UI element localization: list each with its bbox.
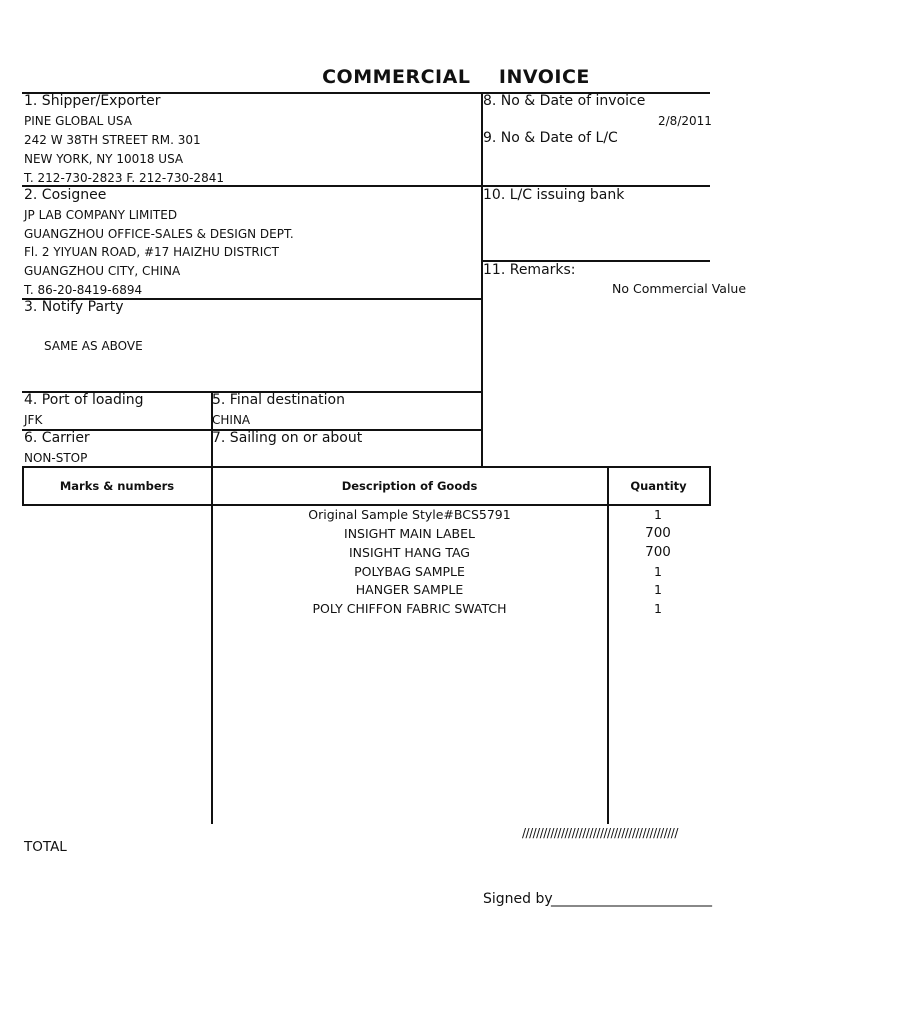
goods-quantity: 1 xyxy=(654,601,662,616)
consignee-line: GUANGZHOU OFFICE-SALES & DESIGN DEPT. xyxy=(24,227,294,241)
final-destination-value: CHINA xyxy=(212,413,251,427)
shipper-line: 242 W 38TH STREET RM. 301 xyxy=(24,133,201,147)
shipper-line: PINE GLOBAL USA xyxy=(24,114,132,128)
port-of-loading-value: JFK xyxy=(24,413,43,427)
lc-bank-label: 10. L/C issuing bank xyxy=(483,187,625,203)
goods-description: POLY CHIFFON FABRIC SWATCH xyxy=(312,601,507,616)
goods-quantity: 1 xyxy=(654,507,662,522)
notify-party-value: SAME AS ABOVE xyxy=(44,339,143,353)
goods-description: POLYBAG SAMPLE xyxy=(354,564,465,579)
marks-header: Marks & numbers xyxy=(59,479,175,493)
signature-line-clip xyxy=(551,891,710,911)
shipper-line: NEW YORK, NY 10018 USA xyxy=(24,152,184,166)
port-of-loading-label: 4. Port of loading xyxy=(24,392,144,408)
total-slashes-clip xyxy=(520,826,710,844)
invoice-date-value: 2/8/2011 xyxy=(658,114,712,128)
shipper-line: T. 212-730-2823 F. 212-730-2841 xyxy=(24,171,224,185)
final-destination-label: 5. Final destination xyxy=(212,392,345,408)
description-header: Description of Goods xyxy=(341,479,478,493)
remarks-clip xyxy=(560,281,747,299)
notify-party-label: 3. Notify Party xyxy=(24,299,124,315)
total-label: TOTAL xyxy=(24,839,67,855)
remarks-value: No Commercial Value xyxy=(612,281,747,296)
goods-quantity: 1 xyxy=(654,582,662,597)
document-title: COMMERCIAL INVOICE xyxy=(322,66,590,88)
consignee-line: JP LAB COMPANY LIMITED xyxy=(24,208,178,222)
goods-description: Original Sample Style#BCS5791 xyxy=(308,507,511,522)
lc-no-date-label: 9. No & Date of L/C xyxy=(483,130,618,146)
goods-quantity: 1 xyxy=(654,564,662,579)
right-column-divider xyxy=(481,92,483,467)
consignee-line: T. 86-20-8419-6894 xyxy=(24,283,143,297)
consignee-line: GUANGZHOU CITY, CHINA xyxy=(24,264,181,278)
consignee-label: 2. Cosignee xyxy=(24,187,107,203)
goods-quantity: 700 xyxy=(645,544,671,560)
goods-description: INSIGHT HANG TAG xyxy=(349,545,470,560)
carrier-label: 6. Carrier xyxy=(24,430,90,446)
shipper-label: 1. Shipper/Exporter xyxy=(24,93,161,109)
remarks-label: 11. Remarks: xyxy=(483,262,576,278)
carrier-value: NON-STOP xyxy=(24,451,88,465)
sailing-label: 7. Sailing on or about xyxy=(212,430,363,446)
consignee-line: Fl. 2 YIYUAN ROAD, #17 HAIZHU DISTRICT xyxy=(24,245,280,259)
table-right-border xyxy=(709,466,711,506)
goods-description: INSIGHT MAIN LABEL xyxy=(344,526,475,541)
signature-line: _______________________ xyxy=(551,891,712,907)
quantity-header: Quantity xyxy=(630,479,687,493)
goods-quantity: 700 xyxy=(645,525,671,541)
invoice-no-date-label: 8. No & Date of invoice xyxy=(483,93,646,109)
goods-description: HANGER SAMPLE xyxy=(355,582,464,597)
signed-by-label: Signed by xyxy=(483,891,553,907)
total-slashes: //////////////////////////////////////////// xyxy=(522,826,678,840)
